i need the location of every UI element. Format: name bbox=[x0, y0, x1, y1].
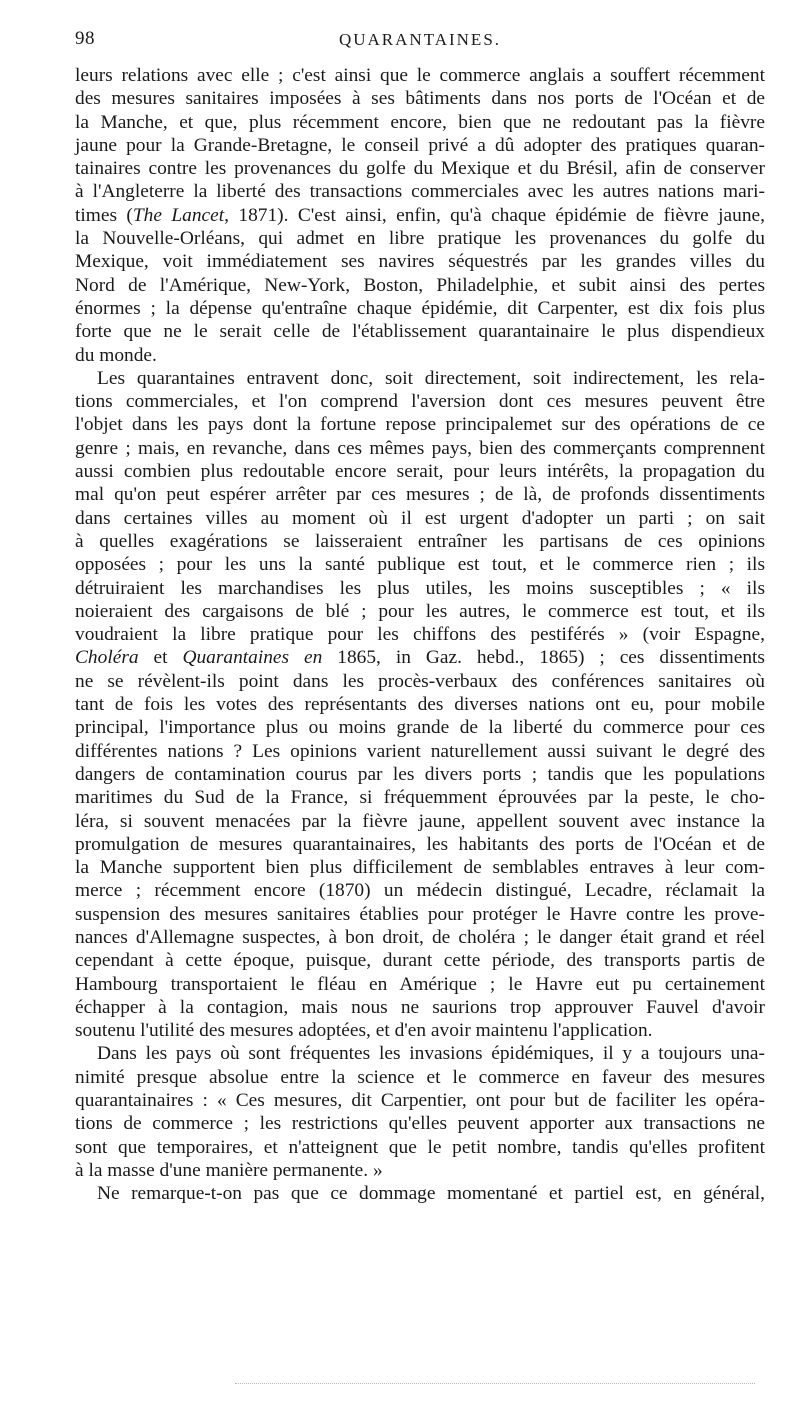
text-line: mal qu'on peut espérer arrêter par ces mesures ; de là, de profonds dissentiments bbox=[75, 484, 765, 506]
text-line: cependant à cette époque, puisque, durant cette période, des transports partis de bbox=[75, 950, 765, 972]
text-line: Hambourg transportaient le fléau en Amérique ; le Havre eut pu certainement bbox=[75, 973, 765, 995]
paragraph bbox=[75, 64, 765, 367]
text-line: leurs relations avec elle ; c'est ainsi que le commerce anglais a souffert récemment bbox=[75, 65, 765, 86]
text-line: du monde. bbox=[75, 344, 157, 366]
text-line: tions de commerce ; les restrictions qu'elles peuvent apporter aux transactions ne bbox=[75, 1113, 765, 1135]
text-line: nimité presque absolue entre la science et le commerce en faveur des mesures bbox=[75, 1066, 765, 1088]
text-line: échapper à la contagion, mais nous ne saurions trop approuver Fauvel d'avoir bbox=[75, 996, 765, 1018]
text-line: Ne remarque-t-on pas que ce dommage momentané et partiel est, en général, bbox=[97, 1183, 765, 1205]
text-line: la Nouvelle-Orléans, qui admet en libre pratique les provenances du golfe du bbox=[75, 228, 765, 250]
text-line: Nord de l'Amérique, New-York, Boston, Philadelphie, et subit ainsi des pertes bbox=[75, 274, 765, 296]
text-line: Dans les pays où sont fréquentes les invasions épidémiques, il y a toujours una- bbox=[97, 1043, 765, 1065]
page-header bbox=[75, 22, 765, 52]
text-line: la Manche supportent bien plus difficilement de semblables entraves à leur com- bbox=[75, 857, 765, 879]
text-line: différentes nations ? Les opinions varient naturellement aussi suivant le degré des bbox=[75, 740, 765, 762]
footer-rule bbox=[235, 1383, 755, 1384]
paragraph bbox=[75, 1042, 765, 1182]
text-line: dangers de contamination courus par les divers ports ; tandis que les populations bbox=[75, 763, 765, 785]
text-line: jaune pour la Grande-Bretagne, le conseil privé a dû adopter des pratiques quaran- bbox=[75, 134, 765, 156]
text-line: voudraient la libre pratique pour les chiffons des pestiférés » (voir Espagne, bbox=[75, 624, 765, 646]
text-line: Mexique, voit immédiatement ses navires séquestrés par les grandes villes du bbox=[75, 251, 765, 273]
body-text bbox=[75, 64, 765, 1206]
text-line: tainaires contre les provenances du golfe du Mexique et du Brésil, afin de conserver bbox=[75, 158, 765, 180]
text-line: times (The Lancet, 1871). C'est ainsi, enfin, qu'à chaque épidémie de fièvre jaune, bbox=[75, 204, 765, 226]
text-line: maritimes du Sud de la France, si fréquemment éprouvées par la peste, le cho- bbox=[75, 787, 765, 809]
text-line: la Manche, et que, plus récemment encore, bien que ne redoutant pas la fièvre bbox=[75, 111, 765, 133]
text-line: suspension des mesures sanitaires établies pour protéger le Havre contre les prove- bbox=[75, 903, 765, 925]
paragraph bbox=[75, 1182, 765, 1205]
text-line: nances d'Allemagne suspectes, à bon droit, de choléra ; le danger était grand et réel bbox=[75, 926, 765, 948]
text-line: Choléra et Quarantaines en 1865, in Gaz. hebd., 1865) ; ces dissentiments bbox=[75, 647, 765, 669]
running-head: QUARANTAINES. bbox=[338, 30, 502, 49]
text-line: promulgation de mesures quarantainaires, les habitants des ports de l'Océan et de bbox=[75, 833, 765, 855]
text-line: à la masse d'une manière permanente. » bbox=[75, 1159, 383, 1181]
page-number: 98 bbox=[75, 28, 95, 49]
text-line: aussi combien plus redoutable encore serait, pour leurs intérêts, la propagation du bbox=[75, 461, 765, 483]
paragraph bbox=[75, 367, 765, 1043]
text-line: tant de fois les votes des représentants des diverses nations ont eu, pour mobile bbox=[75, 694, 765, 716]
text-line: l'objet dans les pays dont la fortune repose principalemet sur des opérations de ce bbox=[75, 414, 765, 436]
text-line: des mesures sanitaires imposées à ses bâtiments dans nos ports de l'Océan et de bbox=[75, 88, 765, 110]
text-line: principal, l'importance plus ou moins grande de la liberté du commerce pour ces bbox=[75, 717, 765, 739]
text-line: ne se révèlent-ils point dans les procès-verbaux des conférences sanitaires où bbox=[75, 670, 765, 692]
text-line: opposées ; pour les uns la santé publique est tout, et le commerce rien ; ils bbox=[75, 554, 765, 576]
text-line: genre ; mais, en revanche, dans ces mêmes pays, bien des commerçants comprennent bbox=[75, 437, 765, 459]
text-line: forte que ne le serait celle de l'établissement quarantainaire le plus dispendieux bbox=[75, 321, 765, 343]
text-line: tions commerciales, et l'on comprend l'aversion dont ces mesures peuvent être bbox=[75, 391, 765, 413]
text-line: dans certaines villes au moment où il est urgent d'adopter un parti ; on sait bbox=[75, 507, 765, 529]
text-line: à quelles exagérations se laisseraient entraîner les partisans de ces opinions bbox=[75, 530, 765, 552]
text-line: énormes ; la dépense qu'entraîne chaque épidémie, dit Carpenter, est dix fois plus bbox=[75, 297, 765, 319]
text-line: léra, si souvent menacées par la fièvre jaune, appellent souvent avec instance la bbox=[75, 810, 765, 832]
text-line: sont que temporaires, et n'atteignent que le petit nombre, tandis qu'elles profitent bbox=[75, 1136, 765, 1158]
text-line: noieraient des cargaisons de blé ; pour les autres, le commerce est tout, et ils bbox=[75, 600, 765, 622]
text-line: détruiraient les marchandises les plus utiles, les moins susceptibles ; « ils bbox=[75, 577, 765, 599]
text-line: merce ; récemment encore (1870) un médecin distingué, Lecadre, réclamait la bbox=[75, 880, 765, 902]
text-line: soutenu l'utilité des mesures adoptées, et d'en avoir maintenu l'application. bbox=[75, 1020, 653, 1042]
text-line: à l'Angleterre la liberté des transactions commerciales avec les autres nations mari- bbox=[75, 181, 765, 203]
text-line: quarantainaires : « Ces mesures, dit Carpentier, ont pour but de faciliter les opéra- bbox=[75, 1090, 765, 1112]
text-line: Les quarantaines entravent donc, soit directement, soit indirectement, les rela- bbox=[97, 367, 765, 389]
